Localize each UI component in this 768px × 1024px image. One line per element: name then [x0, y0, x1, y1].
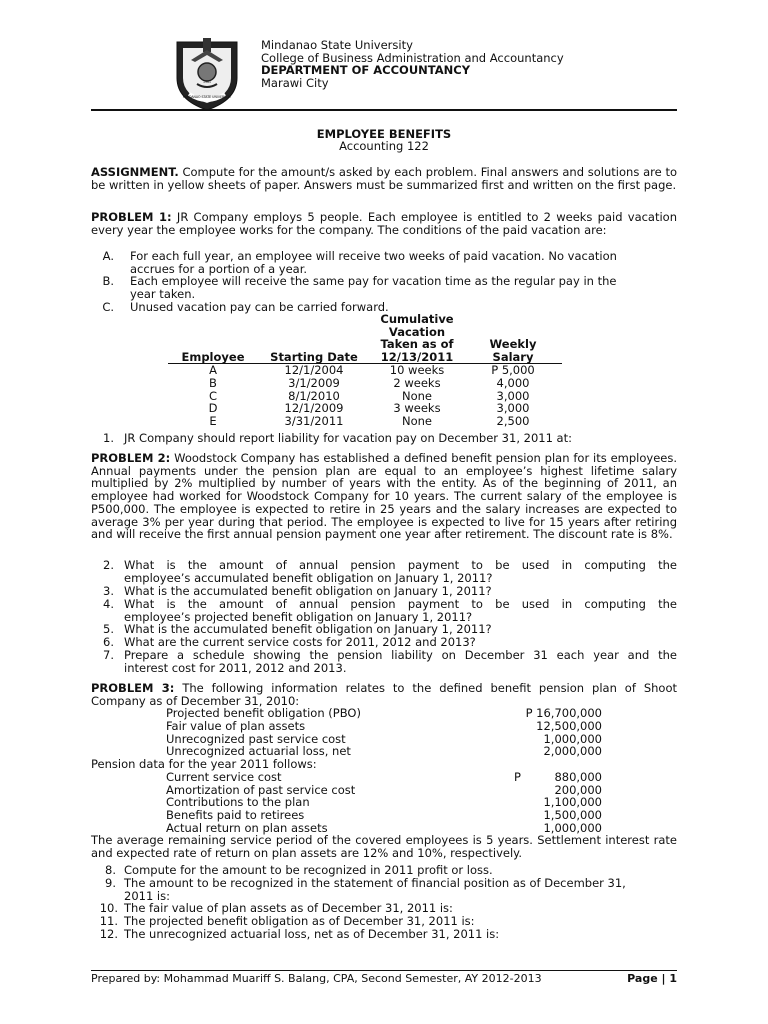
question-text: What are the current service costs for 2011, 2012 and 2013? [124, 635, 476, 649]
item-currency: P [514, 770, 521, 784]
table-header: Employee [168, 313, 258, 364]
city-name: Marawi City [261, 76, 329, 90]
table-cell: 2,500 [496, 413, 530, 428]
table-cell: 2 weeks [393, 375, 441, 390]
question-number: 1. [103, 431, 114, 445]
item-amount: 200,000 [554, 783, 602, 797]
employee-vacation-table [168, 313, 562, 427]
condition-marker: B. [102, 274, 114, 288]
question-number: 9. [105, 876, 116, 890]
item-label: Unrecognized actuarial loss, net [166, 744, 351, 758]
condition-marker: A. [102, 249, 114, 263]
item-label: Amortization of past service cost [166, 783, 356, 797]
university-name: Mindanao State University [261, 38, 413, 52]
condition-text: Unused vacation pay can be carried forward. [130, 300, 389, 314]
table-cell: C [208, 388, 218, 403]
table-row [168, 377, 562, 390]
question-text: JR Company should report liability for vacation pay on December 31, 2011 at: [124, 431, 572, 445]
question-text: The projected benefit obligation as of December 31, 2011 is: [124, 914, 475, 928]
problem3-closing: The average remaining service period of the covered employees is 5 years. Settlement interest rate and expected rate of return on plan assets are 12% and 10%, respectively. [91, 833, 677, 860]
table-cell: 8/1/2010 [288, 388, 340, 403]
table-cell: 12/1/2009 [284, 401, 344, 416]
table-cell: None [401, 388, 432, 403]
table-cell: P 5,000 [491, 363, 535, 378]
table-cell: D [208, 401, 218, 416]
question-text: What is the amount of annual pension payment to be used in computing the [124, 558, 677, 572]
question-text: 2011 is: [124, 889, 170, 903]
condition-text: year taken. [130, 287, 196, 301]
item-label: Projected benefit obligation (PBO) [166, 706, 361, 720]
question-text: What is the accumulated benefit obligation on January 1, 2011? [124, 584, 492, 598]
question-text: What is the amount of annual pension payment to be used in computing the [124, 597, 677, 611]
table-cell: E [209, 413, 217, 428]
problem2-paragraph: PROBLEM 2: Woodstock Company has established a defined benefit pension plan for its employees. Annual payments under the pension plan are equal to an employee’s highest lifetime salary multiplied by 2% multiplied by number of years with the entity. As of the beginning of 2011, an employee had worked for Woodstock Company for 10 years. The current salary of the employee is P500,000. The employee is expected to retire in 25 years and the salary increases are expected to average 3% per year during that period. The employee is expected to live for 15 years after retiring and will receive the first annual pension payment one year after retirement. The discount rate is 8%. [91, 451, 678, 542]
table-row [168, 415, 562, 428]
item-label: Contributions to the plan [166, 795, 310, 809]
item-label: Unrecognized past service cost [166, 732, 346, 746]
question-text: employee’s projected benefit obligation on January 1, 2011? [124, 610, 473, 624]
item-amount: 880,000 [554, 770, 602, 784]
question-number: 11. [99, 914, 118, 928]
table-cell: 4,000 [496, 375, 530, 390]
table-cell: 3,000 [496, 401, 530, 416]
item-label: Actual return on plan assets [166, 821, 328, 835]
table-header: Starting Date [258, 313, 370, 364]
problem3-paragraph: PROBLEM 3: The following information relates to the defined benefit pension plan of Shoot Company as of December 31, 2010: [91, 681, 678, 708]
item-amount: 1,100,000 [543, 795, 602, 809]
prepared-by: Prepared by: Mohammad Muariff S. Balang, CPA, Second Semester, AY 2012-2013 [91, 972, 542, 985]
question-number: 4. [103, 597, 114, 611]
table-row [168, 402, 562, 415]
item-amount: 1,000,000 [543, 821, 602, 835]
svg-text:1961: 1961 [202, 80, 212, 84]
table-header: Cumulative Vacation Taken as of 12/13/2011 [370, 313, 464, 364]
table-cell: 3 weeks [393, 401, 441, 416]
university-seal-logo [173, 34, 241, 112]
table-cell: None [401, 413, 432, 428]
question-number: 7. [103, 648, 114, 662]
question-text: The unrecognized actuarial loss, net as of December 31, 2011 is: [124, 927, 500, 941]
item-amount: P 16,700,000 [525, 706, 602, 720]
problem1-paragraph: PROBLEM 1: JR Company employs 5 people. Each employee is entitled to 2 weeks paid vacation every year the employee works for the company. The conditions of the paid vacation are: [91, 210, 678, 237]
question-text: Compute for the amount to be recognized in 2011 profit or loss. [124, 863, 493, 877]
question-number: 3. [103, 584, 114, 598]
question-number: 5. [103, 622, 114, 636]
footer-divider [91, 970, 677, 971]
svg-text:MINDANAO STATE UNIVERSITY: MINDANAO STATE UNIVERSITY [182, 95, 232, 99]
pension-data-label: Pension data for the year 2011 follows: [91, 757, 317, 771]
condition-marker: C. [102, 300, 114, 314]
question-number: 6. [103, 635, 114, 649]
item-label: Fair value of plan assets [166, 719, 306, 733]
question-number: 8. [105, 863, 116, 877]
item-amount: 12,500,000 [536, 719, 602, 733]
table-cell: B [209, 375, 217, 390]
college-name: College of Business Administration and Accountancy [261, 51, 564, 65]
document-subtitle: Accounting 122 [339, 139, 429, 153]
question-text: What is the accumulated benefit obligation on January 1, 2011? [124, 622, 492, 636]
assignment-paragraph: ASSIGNMENT. Compute for the amount/s asked by each problem. Final answers and solutions are to be written in yellow sheets of paper. Answers must be summarized first and written on the first page. [91, 165, 678, 192]
page-number: Page | 1 [627, 972, 677, 985]
item-label: Current service cost [166, 770, 282, 784]
condition-text: For each full year, an employee will receive two weeks of paid vacation. No vacation [130, 249, 617, 263]
item-label: Benefits paid to retirees [166, 808, 305, 822]
question-number: 12. [99, 927, 118, 941]
table-cell: A [209, 363, 217, 378]
table-cell: 12/1/2004 [284, 363, 344, 378]
table-header: Weekly Salary [464, 313, 562, 364]
document-title: EMPLOYEE BENEFITS [316, 127, 452, 141]
question-text: The amount to be recognized in the statement of financial position as of December 31, [124, 876, 626, 890]
table-row [168, 364, 562, 377]
header-divider [91, 109, 677, 111]
table-cell: 10 weeks [389, 363, 445, 378]
question-text: Prepare a schedule showing the pension liability on December 31 each year and the [124, 648, 677, 662]
table-cell: 3/31/2011 [284, 413, 344, 428]
question-number: 10. [99, 901, 118, 915]
item-amount: 2,000,000 [543, 744, 602, 758]
question-text: The fair value of plan assets as of December 31, 2011 is: [124, 901, 453, 915]
question-text: interest cost for 2011, 2012 and 2013. [124, 661, 347, 675]
item-amount: 1,000,000 [543, 732, 602, 746]
condition-text: accrues for a portion of a year. [130, 262, 308, 276]
department-name: DEPARTMENT OF ACCOUNTANCY [261, 63, 471, 77]
condition-text: Each employee will receive the same pay for vacation time as the regular pay in the [130, 274, 617, 288]
table-cell: 3,000 [496, 388, 530, 403]
question-number: 2. [103, 558, 114, 572]
item-amount: 1,500,000 [543, 808, 602, 822]
question-text: employee’s accumulated benefit obligation on January 1, 2011? [124, 571, 493, 585]
table-cell: 3/1/2009 [288, 375, 340, 390]
